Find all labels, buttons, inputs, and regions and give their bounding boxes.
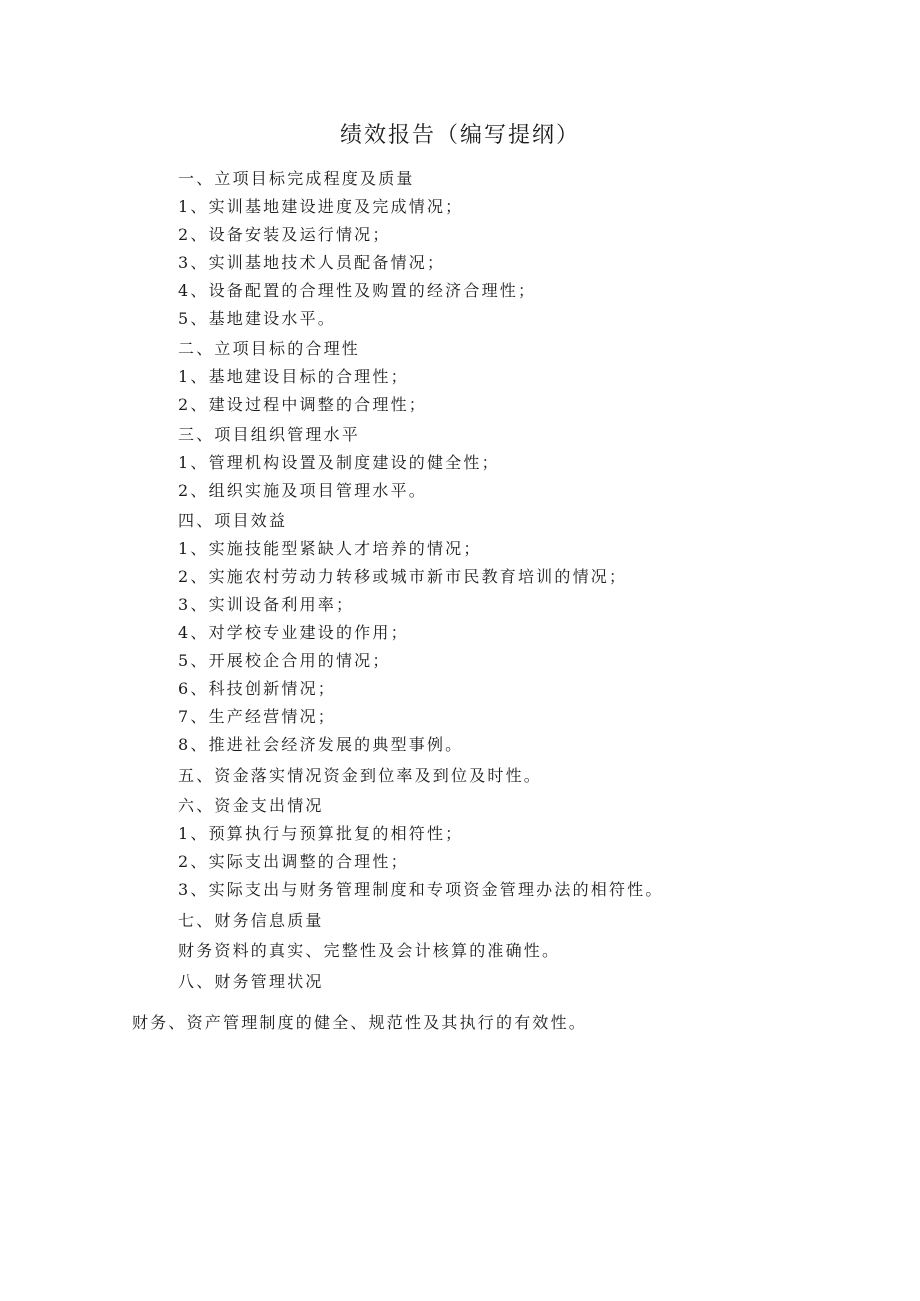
- list-item: 6、科技创新情况；: [178, 679, 336, 698]
- list-item: 1、基地建设目标的合理性；: [178, 367, 409, 386]
- section-heading-4: 四、项目效益: [178, 511, 288, 530]
- list-item: 2、设备安装及运行情况；: [178, 225, 391, 244]
- list-item: 3、实训设备利用率；: [178, 595, 355, 614]
- list-item: 5、开展校企合用的情况；: [178, 651, 391, 670]
- section-heading-5: 五、资金落实情况资金到位率及到位及时性。: [178, 766, 543, 785]
- list-item: 1、预算执行与预算批复的相符性；: [178, 824, 464, 843]
- section-heading-8: 八、财务管理状况: [178, 972, 324, 991]
- list-item: 7、生产经营情况；: [178, 707, 336, 726]
- list-item: 1、实训基地建设进度及完成情况；: [178, 197, 464, 216]
- section-heading-1: 一、立项目标完成程度及质量: [178, 169, 415, 188]
- list-item: 1、实施技能型紧缺人才培养的情况；: [178, 539, 482, 558]
- list-item: 2、实施农村劳动力转移或城市新市民教育培训的情况；: [178, 567, 628, 586]
- list-item: 2、组织实施及项目管理水平。: [178, 481, 427, 500]
- list-item: 5、基地建设水平。: [178, 309, 336, 328]
- list-item: 8、推进社会经济发展的典型事例。: [178, 735, 464, 754]
- paragraph: 财务、资产管理制度的健全、规范性及其执行的有效性。: [132, 1013, 588, 1032]
- section-heading-3: 三、项目组织管理水平: [178, 425, 361, 444]
- list-item: 2、建设过程中调整的合理性；: [178, 395, 427, 414]
- document-title: 绩效报告（编写提纲）: [339, 123, 580, 148]
- list-item: 4、设备配置的合理性及购置的经济合理性；: [178, 281, 537, 300]
- list-item: 2、实际支出调整的合理性；: [178, 852, 409, 871]
- list-item: 3、实际支出与财务管理制度和专项资金管理办法的相符性。: [178, 880, 664, 899]
- section-heading-6: 六、资金支出情况: [178, 796, 324, 815]
- section-heading-2: 二、立项目标的合理性: [178, 339, 361, 358]
- list-item: 1、管理机构设置及制度建设的健全性；: [178, 453, 500, 472]
- list-item: 3、实训基地技术人员配备情况；: [178, 253, 446, 272]
- section-heading-7: 七、财务信息质量: [178, 911, 324, 930]
- paragraph: 财务资料的真实、完整性及会计核算的准确性。: [178, 941, 561, 960]
- list-item: 4、对学校专业建设的作用；: [178, 623, 409, 642]
